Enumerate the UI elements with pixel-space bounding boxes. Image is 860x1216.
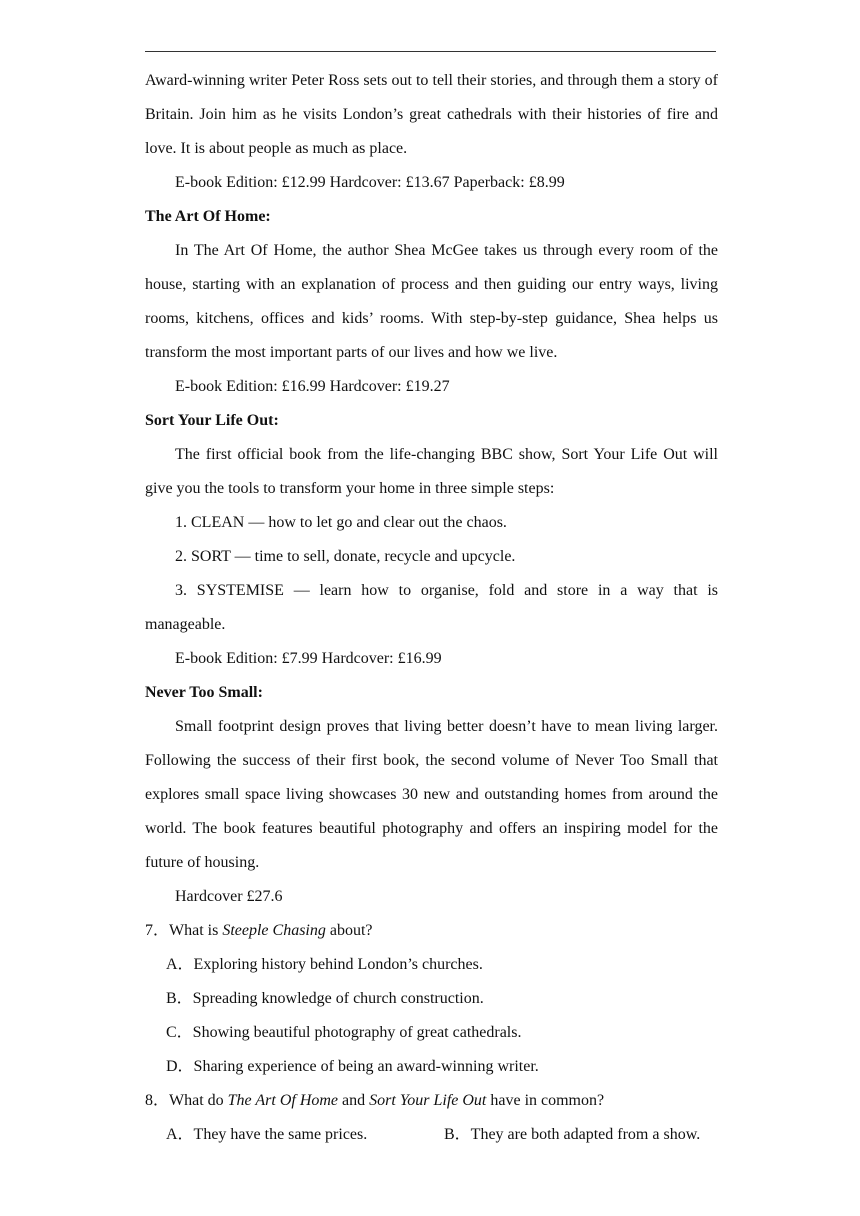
never-too-small-description: Small footprint design proves that living better doesn’t have to mean living larger. Following the success of their first book, the second volume of Never Too Small that explores small space living showcases 30 new and outstanding homes from around the world. The book features beautiful photography and offers an inspiring model for the future of housing. (145, 718, 718, 871)
question-7-option-a: A．Exploring history behind London’s churches. (166, 956, 483, 973)
sort-your-life-out-price: E-book Edition: £7.99 Hardcover: £16.99 (175, 650, 442, 667)
never-too-small-price: Hardcover £27.6 (175, 888, 283, 905)
sort-step-sort: 2. SORT — time to sell, donate, recycle and upcycle. (175, 548, 516, 565)
steeple-chasing-description: Award-winning writer Peter Ross sets out to tell their stories, and through them a story of Britain. Join him as he visits London’s great cathedrals with their histories of fire and love. It is about people as much as place. (145, 72, 718, 157)
sort-your-life-out-description: The first official book from the life-changing BBC show, Sort Your Life Out will give you the tools to transform your home in three simple steps: (145, 446, 718, 497)
never-too-small-title: Never Too Small: (145, 684, 263, 701)
art-of-home-price: E-book Edition: £16.99 Hardcover: £19.27 (175, 378, 450, 395)
question-8-options-row (145, 1118, 718, 1152)
art-of-home-description: In The Art Of Home, the author Shea McGee takes us through every room of the house, starting with an explanation of process and then guiding our entry ways, living rooms, kitchens, offices and kids’ rooms. With step-by-step guidance, Shea helps us transform the most important parts of our lives and how we live. (145, 242, 718, 361)
question-8-option-b: B．They are both adapted from a show. (444, 1126, 701, 1143)
sort-your-life-out-title: Sort Your Life Out: (145, 412, 279, 429)
question-7: 7．What is Steeple Chasing about? (145, 922, 373, 939)
art-of-home-title: The Art Of Home: (145, 208, 271, 225)
question-7-option-c: C．Showing beautiful photography of great cathedrals. (166, 1024, 522, 1041)
header-rule (145, 51, 716, 52)
question-8: 8．What do The Art Of Home and Sort Your Life Out have in common? (145, 1092, 605, 1109)
sort-step-clean: 1. CLEAN — how to let go and clear out the chaos. (175, 514, 507, 531)
steeple-chasing-price: E-book Edition: £12.99 Hardcover: £13.67 Paperback: £8.99 (175, 174, 565, 191)
sort-step-systemise: 3. SYSTEMISE — learn how to organise, fold and store in a way that is manageable. (145, 582, 718, 633)
question-8-option-a: A．They have the same prices. (166, 1126, 368, 1143)
document-body (145, 64, 718, 1152)
question-7-option-d: D．Sharing experience of being an award-winning writer. (166, 1058, 539, 1075)
question-7-option-b: B．Spreading knowledge of church construction. (166, 990, 484, 1007)
